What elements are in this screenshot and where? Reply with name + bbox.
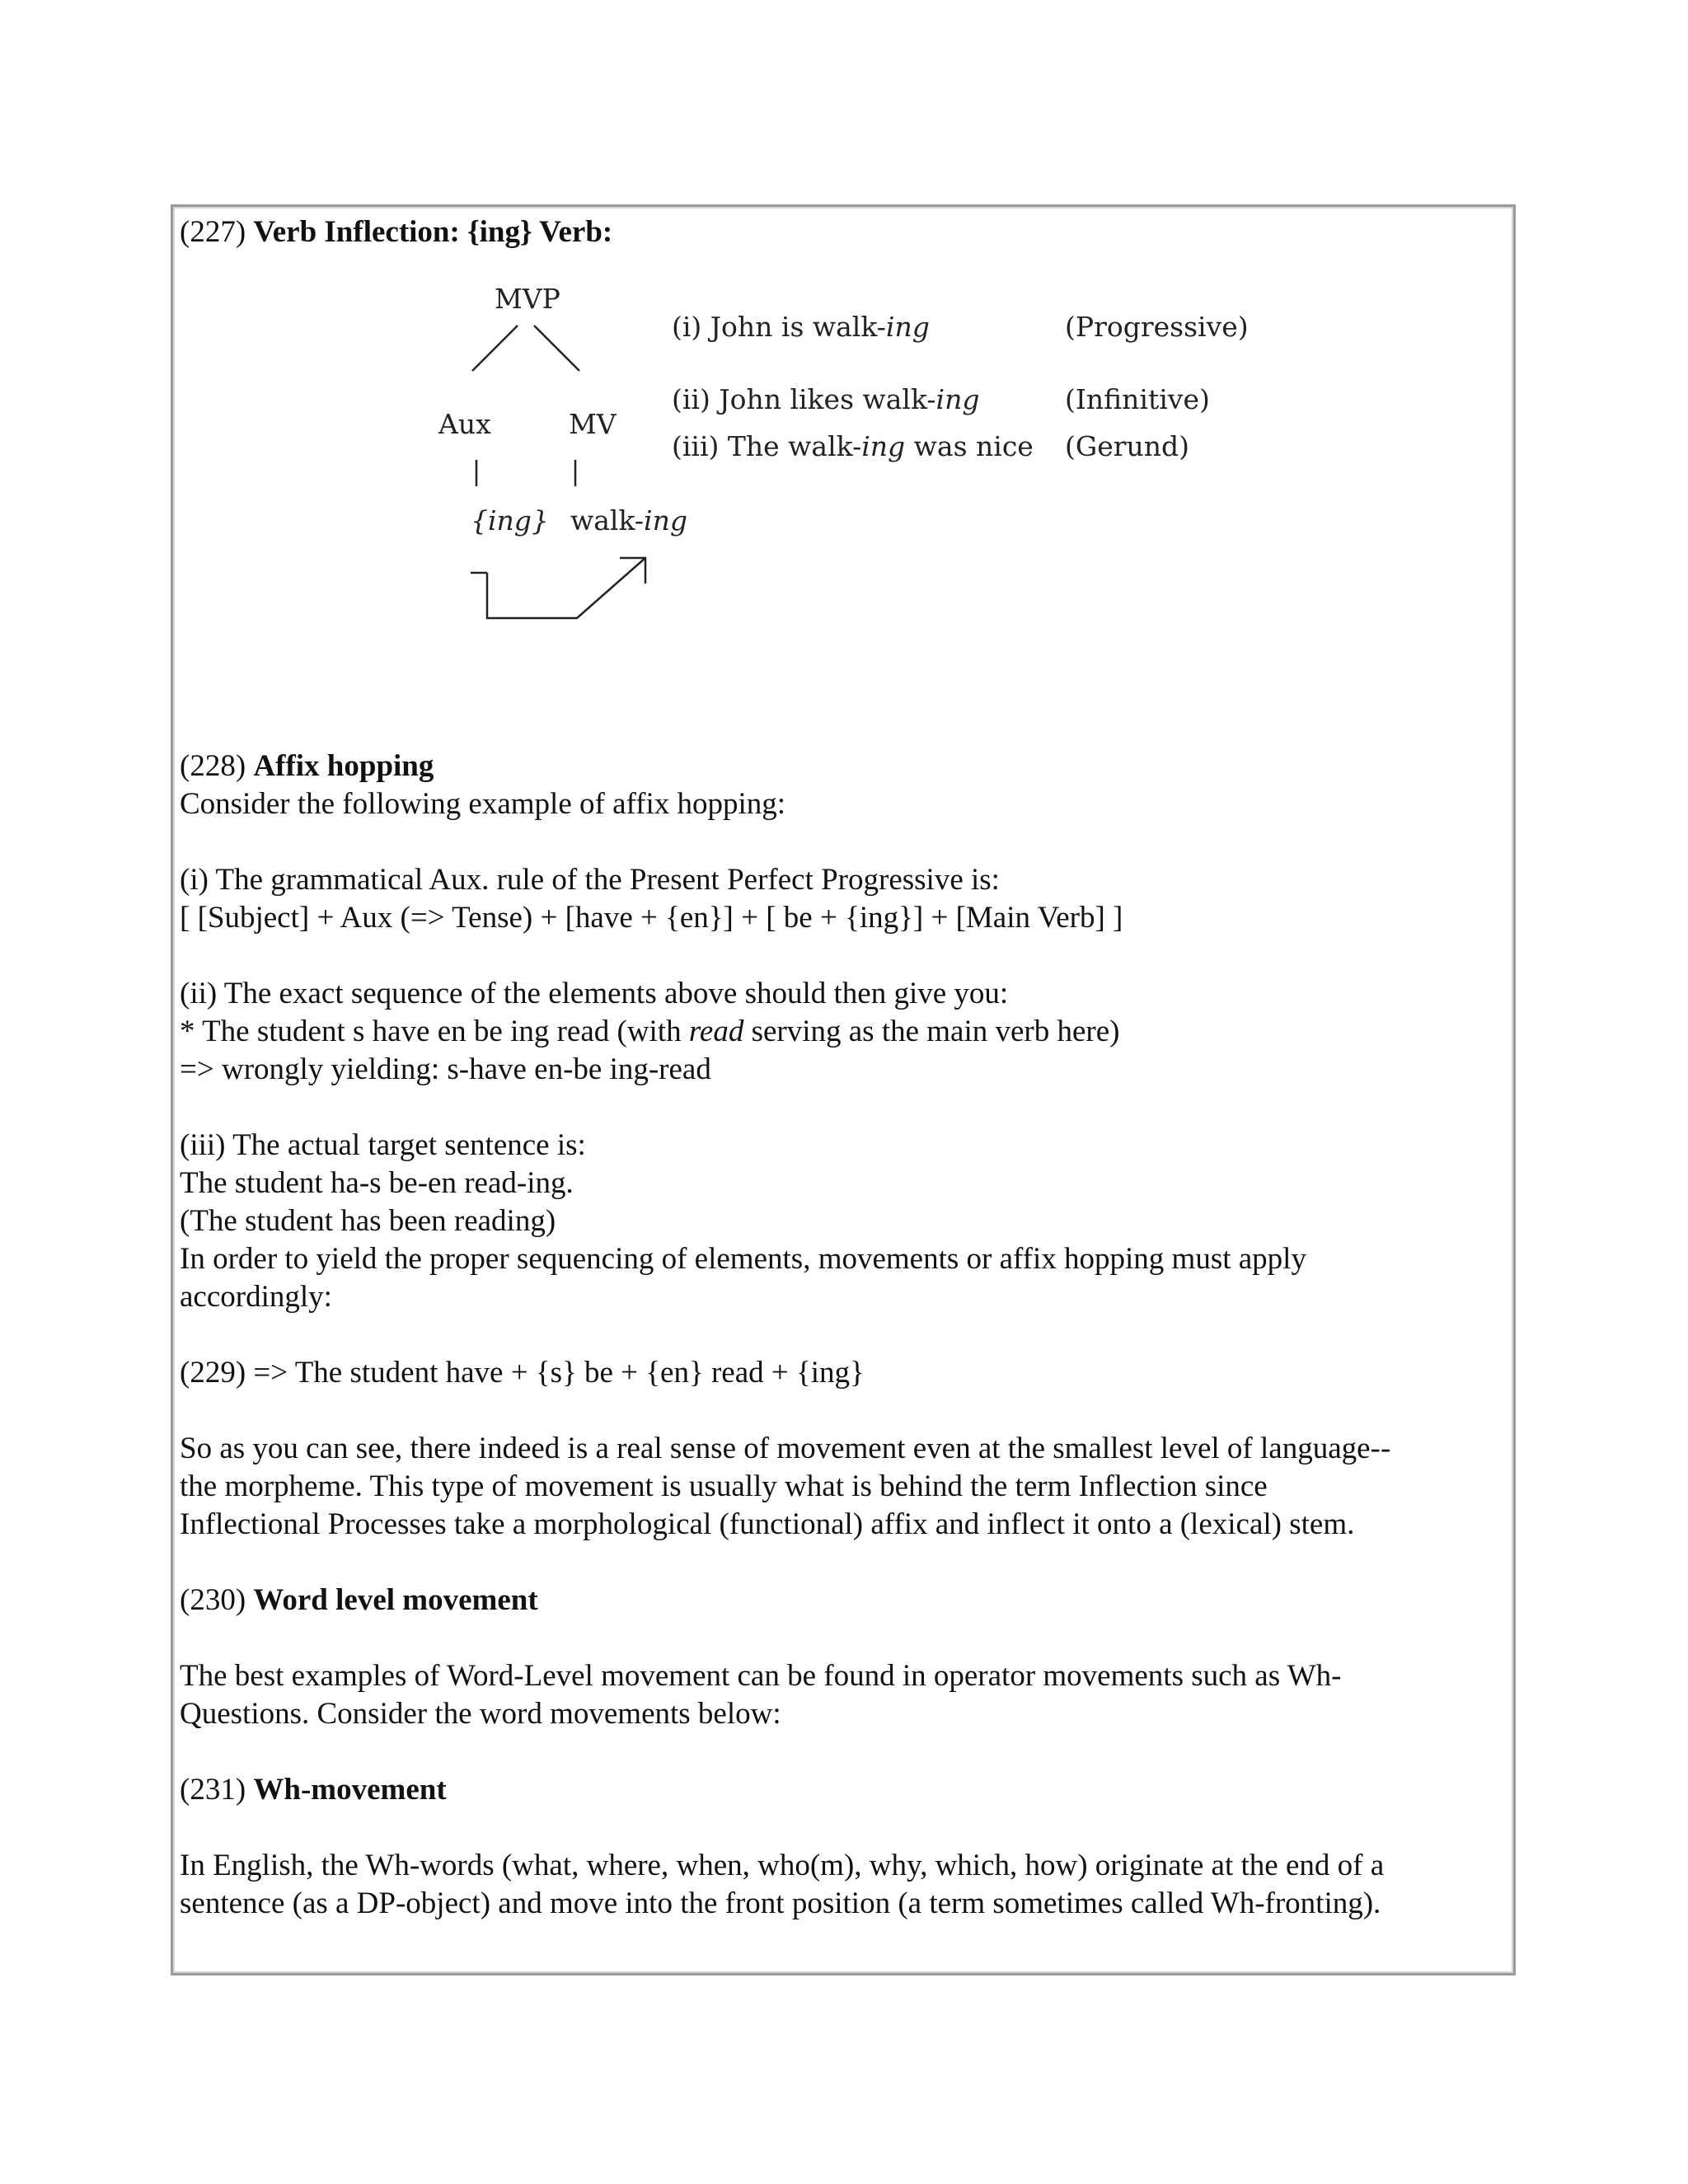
example-i-type: (Progressive) xyxy=(1065,311,1249,343)
example-iii-suffix: ing xyxy=(861,430,906,462)
heading-228-title: Affix hopping xyxy=(253,749,434,783)
example-i-text: (i) John is walk- xyxy=(672,311,886,343)
s228-ii-line1: (ii) The exact sequence of the elements above should then give you: xyxy=(180,977,1009,1010)
walking-stem: walk- xyxy=(570,504,645,537)
heading-228 xyxy=(180,748,434,785)
tree-node-aux: Aux xyxy=(438,408,491,440)
s230-line1: The best examples of Word-Level movement can be found in operator movements such as Wh- xyxy=(180,1659,1342,1693)
s228-iii-line3: (The student has been reading) xyxy=(180,1204,556,1238)
heading-231-number: (231) xyxy=(180,1773,246,1807)
s229-line: (229) => The student have + {s} be + {en} read + {ing} xyxy=(180,1356,865,1390)
s231-line2: sentence (as a DP-object) and move into the front position (a term sometimes called Wh-fronting). xyxy=(180,1886,1381,1920)
s228-ii-line2-pre: * The student s have en be ing read (with xyxy=(180,1015,689,1048)
example-ii-suffix: ing xyxy=(935,383,980,415)
heading-228-number: (228) xyxy=(180,749,246,783)
tree-edge-mvp-aux xyxy=(472,326,518,371)
s228-intro: Consider the following example of affix hopping: xyxy=(180,787,786,821)
heading-230-number: (230) xyxy=(180,1583,246,1617)
heading-227-title: Verb Inflection: {ing} Verb: xyxy=(253,215,613,249)
example-i xyxy=(672,311,930,343)
s228-iii-line4: In order to yield the proper sequencing of elements, movements or affix hopping must apply xyxy=(180,1242,1306,1276)
s228-ii-line2-em: read xyxy=(688,1015,744,1048)
tree-node-walking xyxy=(570,504,687,537)
example-iii xyxy=(672,430,1034,462)
example-ii-text: (ii) John likes walk- xyxy=(672,383,936,415)
s228-iii-line1: (iii) The actual target sentence is: xyxy=(180,1128,586,1162)
para-line3: Inflectional Processes take a morphological (functional) affix and inflect it onto a (lexical) stem. xyxy=(180,1507,1355,1541)
s231-line1: In English, the Wh-words (what, where, when, who(m), why, which, how) originate at the end of a xyxy=(180,1849,1385,1882)
example-ii-type: (Infinitive) xyxy=(1065,383,1210,415)
example-iii-post: was nice xyxy=(905,430,1034,462)
s228-i-line2: [ [Subject] + Aux (=> Tense) + [have + {en}] + [ be + {ing}] + [Main Verb] ] xyxy=(180,901,1123,935)
s228-iii-line2: The student ha-s be-en read-ing. xyxy=(180,1166,574,1200)
s228-iii-line5: accordingly: xyxy=(180,1280,332,1314)
heading-227-number: (227) xyxy=(180,215,246,249)
para-line1: So as you can see, there indeed is a real sense of movement even at the smallest level of language-- xyxy=(180,1432,1391,1465)
s228-ii-line2-post: serving as the main verb here) xyxy=(743,1015,1120,1048)
example-iii-type: (Gerund) xyxy=(1065,430,1190,462)
s228-ii-line2 xyxy=(180,1013,1120,1051)
heading-231-title: Wh-movement xyxy=(253,1773,447,1807)
walking-suffix: ing xyxy=(644,504,687,537)
heading-230 xyxy=(180,1582,538,1619)
tree-edge-mvp-mv xyxy=(534,326,579,371)
example-i-suffix: ing xyxy=(885,311,930,343)
example-ii xyxy=(672,383,979,415)
heading-230-title: Word level movement xyxy=(253,1583,538,1617)
tree-node-ing: {ing} xyxy=(471,504,549,537)
tree-node-mvp: MVP xyxy=(495,283,560,315)
heading-231 xyxy=(180,1771,447,1809)
tree-node-mv: MV xyxy=(569,408,617,440)
s228-i-line1: (i) The grammatical Aux. rule of the Present Perfect Progressive is: xyxy=(180,863,1000,897)
s228-ii-line3: => wrongly yielding: s-have en-be ing-read xyxy=(180,1052,711,1086)
example-iii-text: (iii) The walk- xyxy=(672,430,862,462)
hop-arrow-line xyxy=(487,558,645,618)
para-line2: the morpheme. This type of movement is usually what is behind the term Inflection since xyxy=(180,1469,1268,1503)
s230-line2: Questions. Consider the word movements below: xyxy=(180,1697,781,1731)
